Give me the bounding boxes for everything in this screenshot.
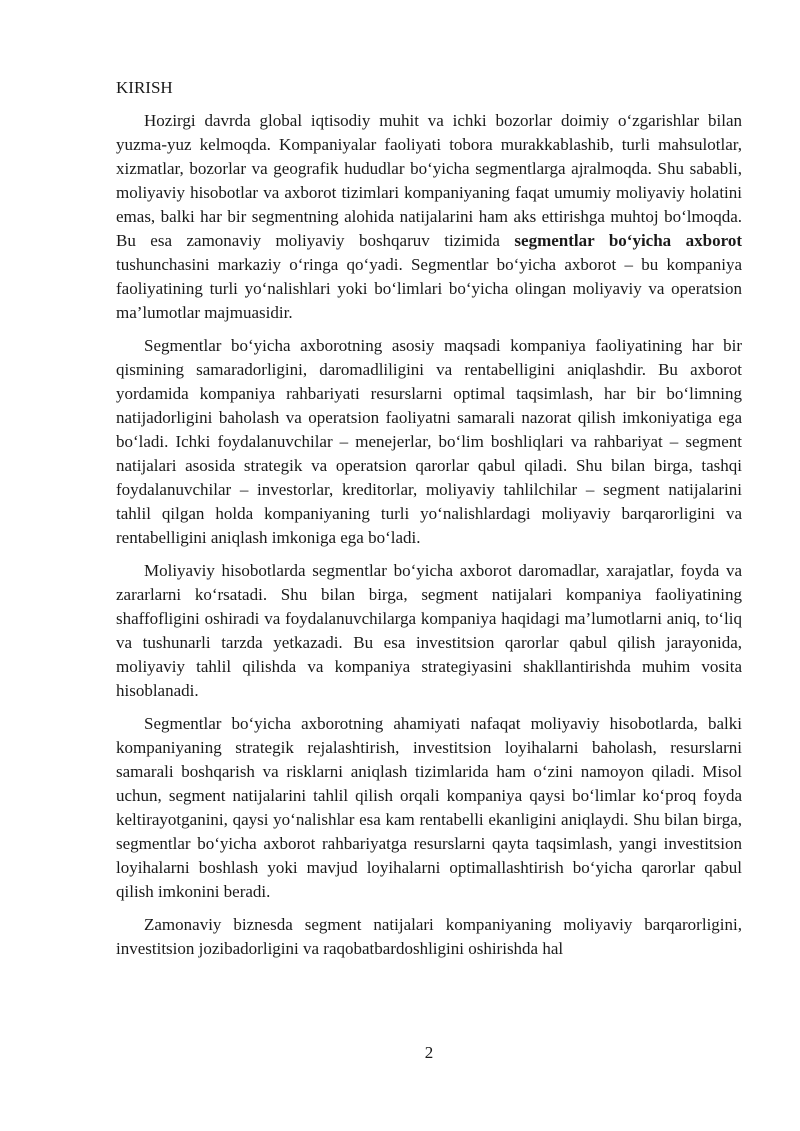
paragraph-1-text-before: Hozirgi davrda global iqtisodiy muhit va ichki bozorlar doimiy o‘zgarishlar bilan yuzma-yuz kelmoqda. Kompaniyalar faoliyati tobora murakkablashib, turli mahsulotlar, xizmatlar, bozorlar va geografik hududlar bo‘yicha segmentlarga ajralmoqda. Shu sababli, moliyaviy hisobotlar va axborot tizimlari kompaniyaning faqat umumiy moliyaviy holatini emas, balki har bir segmentning alohida natijalarini ham aks ettirishga muhtoj bo‘lmoqda. Bu esa zamonaviy moliyaviy boshqaruv tizimida xyxy=(116,111,742,250)
paragraph-1-text-after: tushunchasini markaziy o‘ringa qo‘yadi. Segmentlar bo‘yicha axborot – bu kompaniya faoliyatining turli yo‘nalishlari yoki bo‘limlari bo‘yicha olingan moliyaviy va operatsion ma’lumotlar majmuasidir. xyxy=(116,255,742,322)
paragraph-4: Segmentlar bo‘yicha axborotning ahamiyati nafaqat moliyaviy hisobotlarda, balki kompaniyaning strategik rejalashtirish, investitsion loyihalarni baholash, resurslarni samarali boshqarish va risklarni aniqlash tizimlarida ham o‘zini namoyon qiladi. Misol uchun, segment natijalarini tahlil qilish orqali kompaniya qaysi bo‘limlar ko‘proq foyda keltirayotganini, qaysi yo‘nalishlar esa kam rentabelli ekanligini aniqlaydi. Shu bilan birga, segmentlar bo‘yicha axborot rahbariyatga resurslarni qayta taqsimlash, yangi investitsion loyihalarni boshlash yoki mavjud loyihalarni optimallashtirish bo‘yicha qarorlar qabul qilish imkonini beradi. xyxy=(116,714,742,901)
section-heading: KIRISH xyxy=(116,78,173,97)
paragraph-1-bold-term: segmentlar bo‘yicha axborot xyxy=(514,231,742,250)
paragraph-5: Zamonaviy biznesda segment natijalari kompaniyaning moliyaviy barqarorligini, investitsion jozibadorligini va raqobatbardoshligini oshirishda hal xyxy=(116,915,742,958)
paragraph-3: Moliyaviy hisobotlarda segmentlar bo‘yicha axborot daromadlar, xarajatlar, foyda va zararlarni ko‘rsatadi. Shu bilan birga, segment natijalari kompaniya faoliyatining shaffofligini oshiradi va foydalanuvchilarga kompaniya haqidagi ma’lumotlarni aniq, to‘liq va tushunarli tarzda yetkazadi. Bu esa investitsion qarorlar qabul qilish jarayonida, moliyaviy tahlil qilishda va kompaniya strategiyasini shakllantirishda muhim vosita hisoblanadi. xyxy=(116,561,742,700)
page-number: 2 xyxy=(424,1043,434,1062)
paragraph-1 xyxy=(116,109,742,325)
paragraph-2: Segmentlar bo‘yicha axborotning asosiy maqsadi kompaniya faoliyatining har bir qismining samaradorligini, daromadliligini va rentabelligini aniqlashdir. Bu axborot yordamida kompaniya rahbariyati resurslarni optimal taqsimlash, har bir bo‘limning natijadorligini baholash va operatsion faoliyatni samarali nazorat qilish imkoniyatiga ega bo‘ladi. Ichki foydalanuvchilar – menejerlar, bo‘lim boshliqlari va rahbariyat – segment natijalari asosida strategik va operatsion qarorlar qabul qiladi. Shu bilan birga, tashqi foydalanuvchilar – investorlar, kreditorlar, moliyaviy tahlilchilar – segment natijalarini tahlil qilgan holda kompaniyaning turli yo‘nalishlardagi moliyaviy barqarorligini va rentabelligini aniqlash imkoniga ega bo‘ladi. xyxy=(116,336,742,547)
